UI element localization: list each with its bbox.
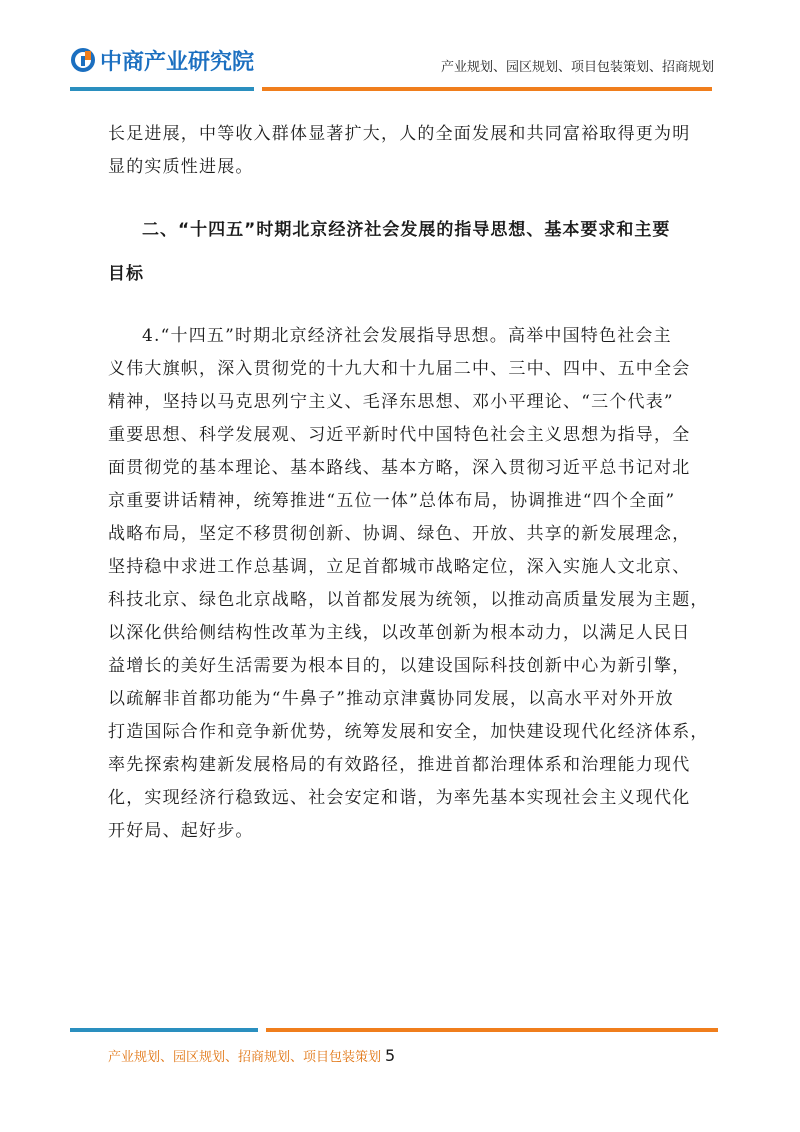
paragraph-line: 开好局、起好步。	[108, 821, 254, 841]
page-header	[0, 0, 800, 100]
paragraph-line: 坚持稳中求进工作总基调，立足首都城市战略定位，深入实施人文北京、	[108, 557, 691, 577]
header-tagline: 产业规划、园区规划、项目包装策划、招商规划	[440, 60, 714, 75]
guiding-thought-paragraph	[108, 320, 710, 848]
paragraph-line: 率先探索构建新发展格局的有效路径，推进首都治理体系和治理能力现代	[108, 755, 691, 775]
logo	[70, 44, 254, 76]
paragraph-line: 以疏解非首都功能为“牛鼻子”推动京津冀协同发展，以高水平对外开放	[108, 689, 674, 709]
paragraph-line: 化，实现经济行稳致远、社会安定和谐，为率先基本实现社会主义现代化	[108, 788, 691, 808]
section-heading-line: 目标	[108, 264, 144, 284]
section-heading	[108, 208, 710, 296]
page-number: 5	[385, 1046, 396, 1065]
paragraph-line: 义伟大旗帜，深入贯彻党的十九大和十九届二中、三中、四中、五中全会	[108, 359, 691, 379]
intro-line: 长足进展，中等收入群体显著扩大，人的全面发展和共同富裕取得更为明	[108, 124, 691, 144]
paragraph-line: 重要思想、科学发展观、习近平新时代中国特色社会主义思想为指导，全	[108, 425, 691, 445]
paragraph-line: 以深化供给侧结构性改革为主线，以改革创新为根本动力，以满足人民日	[108, 623, 691, 643]
paragraph-line: 打造国际合作和竞争新优势，统筹发展和安全，加快建设现代化经济体系，	[108, 722, 709, 742]
header-rule-blue	[70, 87, 254, 91]
intro-paragraph	[108, 118, 710, 184]
paragraph-line: 面贯彻党的基本理论、基本路线、基本方略，深入贯彻习近平总书记对北	[108, 458, 691, 478]
paragraph-line: 4.“十四五”时期北京经济社会发展指导思想。高举中国特色社会主	[142, 326, 672, 346]
paragraph-line: 精神，坚持以马克思列宁主义、毛泽东思想、邓小平理论、“三个代表”	[108, 392, 674, 412]
paragraph-line: 益增长的美好生活需要为根本目的，以建设国际科技创新中心为新引擎，	[108, 656, 691, 676]
section-heading-line: 二、“十四五”时期北京经济社会发展的指导思想、基本要求和主要	[142, 220, 671, 240]
header-rule-orange	[262, 87, 712, 91]
footer-rule-blue	[70, 1028, 258, 1032]
paragraph-line: 战略布局，坚定不移贯彻创新、协调、绿色、开放、共享的新发展理念，	[108, 524, 691, 544]
paragraph-line: 科技北京、绿色北京战略，以首都发展为统领，以推动高质量发展为主题，	[108, 590, 709, 610]
logo-text: 中商产业研究院	[100, 49, 255, 75]
footer-rule-orange	[266, 1028, 718, 1032]
paragraph-line: 京重要讲话精神，统筹推进“五位一体”总体布局，协调推进“四个全面”	[108, 491, 676, 511]
intro-line: 显的实质性进展。	[108, 157, 254, 177]
logo-mark-icon	[70, 47, 96, 73]
page-footer	[108, 1046, 395, 1065]
footer-tagline: 产业规划、园区规划、招商规划、项目包装策划	[108, 1050, 382, 1065]
document-body	[108, 118, 710, 848]
